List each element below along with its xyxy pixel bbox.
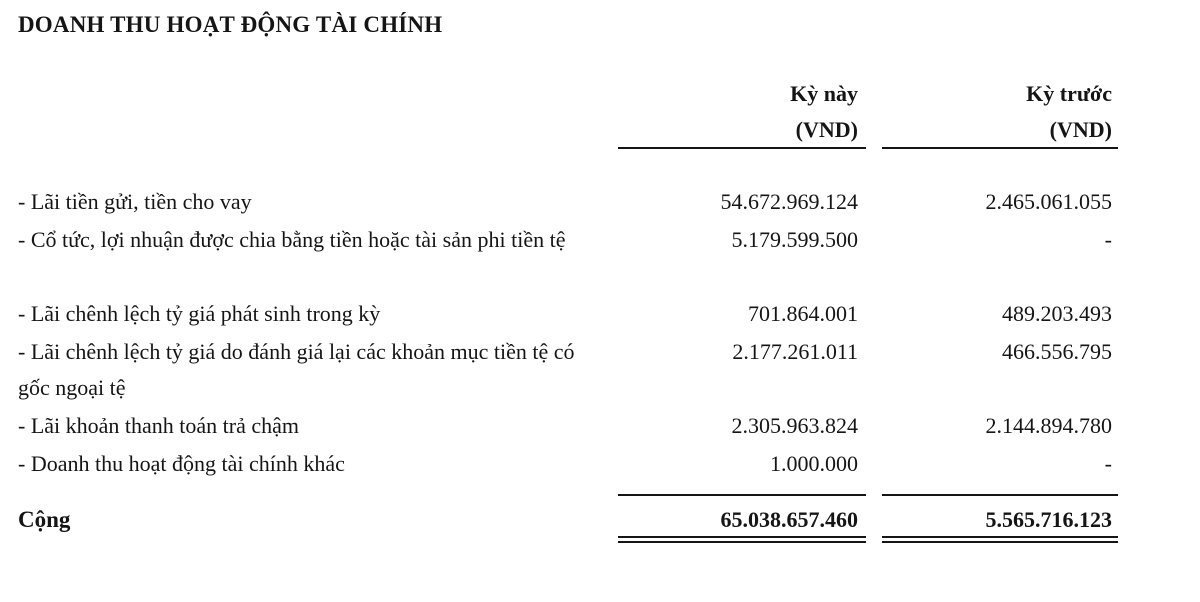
- column-header-current-label: Kỳ này: [790, 81, 858, 106]
- row-value-current: 1.000.000: [770, 451, 858, 476]
- row-value-current: 2.305.963.824: [731, 413, 858, 438]
- row-value-prior: 489.203.493: [1002, 301, 1112, 326]
- row-value-current: 2.177.261.011: [732, 339, 858, 364]
- row-label: - Lãi tiền gửi, tiền cho vay: [18, 189, 252, 214]
- total-label: Cộng: [18, 507, 71, 532]
- column-header-current: [618, 76, 858, 148]
- row-label: - Lãi khoản thanh toán trả chậm: [18, 413, 300, 438]
- total-overline-current: [618, 494, 866, 496]
- row-value-current: 5.179.599.500: [731, 227, 858, 252]
- row-value-current: 54.672.969.124: [720, 189, 858, 214]
- total-double-underline-current-bottom: [618, 541, 866, 543]
- total-double-underline-current-top: [618, 536, 866, 538]
- total-double-underline-prior-bottom: [882, 541, 1118, 543]
- total-overline-prior: [882, 494, 1118, 496]
- row-label: - Doanh thu hoạt động tài chính khác: [18, 451, 345, 476]
- row-value-prior: -: [1104, 451, 1112, 476]
- column-header-current-unit: (VND): [795, 117, 858, 142]
- column-header-prior-unit: (VND): [1049, 117, 1112, 142]
- row-label: - Lãi chênh lệch tỷ giá phát sinh trong kỳ: [18, 301, 381, 326]
- header-underline-current: [618, 147, 866, 149]
- row-value-prior: 2.465.061.055: [985, 189, 1112, 214]
- total-value-prior: 5.565.716.123: [985, 507, 1112, 532]
- total-value-current: 65.038.657.460: [720, 507, 858, 532]
- header-underline-prior: [882, 147, 1118, 149]
- row-value-prior: 2.144.894.780: [985, 413, 1112, 438]
- column-header-prior-label: Kỳ trước: [1026, 81, 1112, 106]
- row-value-prior: -: [1104, 227, 1112, 252]
- column-header-prior: [882, 76, 1112, 148]
- total-double-underline-prior-top: [882, 536, 1118, 538]
- row-label: - Lãi chênh lệch tỷ giá do đánh giá lại các khoản mục tiền tệ có gốc ngoại tệ: [18, 339, 575, 400]
- section-title: DOANH THU HOẠT ĐỘNG TÀI CHÍNH: [18, 12, 443, 37]
- row-label: - Cổ tức, lợi nhuận được chia bằng tiền hoặc tài sản phi tiền tệ: [18, 227, 566, 252]
- row-value-prior: 466.556.795: [1002, 339, 1112, 364]
- row-value-current: 701.864.001: [748, 301, 858, 326]
